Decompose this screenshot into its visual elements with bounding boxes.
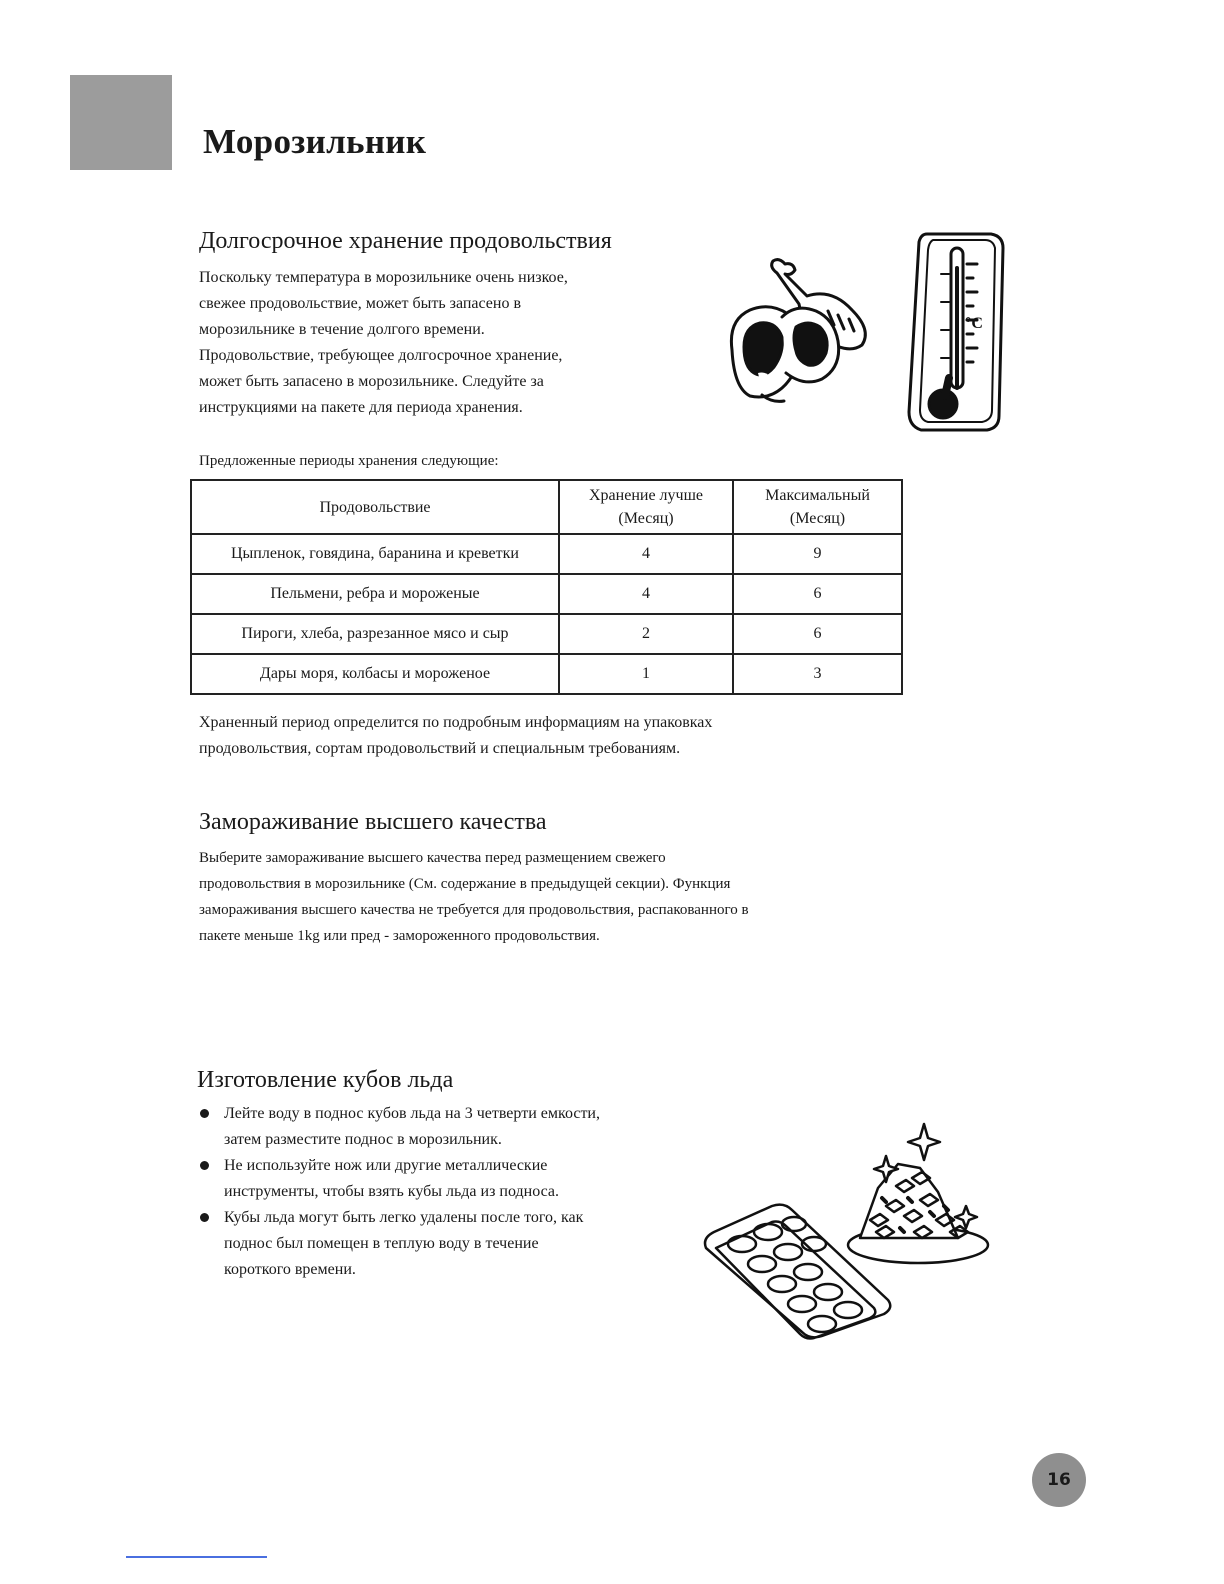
table-row <box>191 614 902 654</box>
cell-max: 9 <box>733 534 902 574</box>
bullet-icon <box>200 1109 209 1118</box>
paragraph-line: инструкциями на пакете для периода хранения. <box>199 399 523 416</box>
paragraph-line: может быть запасено в морозильнике. Следуйте за <box>199 373 544 390</box>
table-intro: Предложенные периоды хранения следующие: <box>199 453 499 469</box>
bullet-line: Кубы льда могут быть легко удалены после того, как <box>224 1209 584 1226</box>
thermometer-unit: °C <box>965 315 983 332</box>
list-item <box>198 1205 600 1283</box>
cell-max: 3 <box>733 654 902 694</box>
cell-food: Пироги, хлеба, разрезанное мясо и сыр <box>191 614 559 654</box>
bottom-rule <box>126 1556 267 1558</box>
storage-note <box>199 710 712 762</box>
long-term-heading: Долгосрочное хранение продовольствия <box>199 228 612 254</box>
cell-max: 6 <box>733 614 902 654</box>
cell-best: 4 <box>559 534 733 574</box>
bullet-icon <box>200 1213 209 1222</box>
paragraph-line: продовольствия в морозильнике (См. содержание в предыдущей секции). Функция <box>199 876 731 892</box>
bullet-icon <box>200 1161 209 1170</box>
ice-heading: Изготовление кубов льда <box>197 1067 454 1093</box>
header-max-line1: Максимальный <box>765 487 870 504</box>
header-max-line2: (Месяц) <box>789 510 846 527</box>
quick-freeze-heading: Замораживание высшего качества <box>199 809 547 835</box>
note-line: продовольствия, сортам продовольствий и специальным требованиям. <box>199 740 681 757</box>
cell-food: Дары моря, колбасы и мороженое <box>191 654 559 694</box>
cell-food: Цыпленок, говядина, баранина и креветки <box>191 534 559 574</box>
table-header-row <box>191 480 902 534</box>
header-best-line2: (Месяц) <box>618 510 674 527</box>
header-best <box>559 480 733 534</box>
page-title: Морозильник <box>203 122 427 161</box>
paragraph-line: свежее продовольствие, может быть запасено в <box>199 295 522 312</box>
thermometer-illustration <box>905 228 1005 436</box>
header-food: Продовольствие <box>191 480 559 534</box>
meat-illustration <box>722 255 892 420</box>
list-item <box>198 1101 600 1153</box>
bullet-line: поднос был помещен в теплую воду в течение <box>224 1235 539 1252</box>
paragraph-line: Выберите замораживание высшего качества перед размещением свежего <box>199 850 666 866</box>
bullet-line: короткого времени. <box>224 1261 356 1278</box>
paragraph-line: Продовольствие, требующее долгосрочное хранение, <box>199 347 563 364</box>
header-best-line1: Хранение лучше <box>589 487 703 504</box>
storage-table <box>190 479 903 695</box>
table-row <box>191 574 902 614</box>
cell-food: Пельмени, ребра и мороженые <box>191 574 559 614</box>
table-row <box>191 654 902 694</box>
section-marker-block <box>70 75 172 170</box>
quick-freeze-paragraph <box>199 845 749 949</box>
paragraph-line: морозильнике в течение долгого времени. <box>199 321 485 338</box>
long-term-paragraph <box>199 265 568 421</box>
table-row <box>191 534 902 574</box>
paragraph-line: пакете меньше 1kg или пред - замороженного продовольствия. <box>199 928 600 944</box>
ice-bullet-list <box>198 1101 600 1283</box>
bullet-line: Лейте воду в поднос кубов льда на 3 четверти емкости, <box>224 1105 600 1122</box>
note-line: Храненный период определится по подробным информациям на упаковках <box>199 714 713 731</box>
header-max <box>733 480 902 534</box>
cell-best: 4 <box>559 574 733 614</box>
bullet-line: Не используйте нож или другие металлические <box>224 1157 548 1174</box>
cell-best: 1 <box>559 654 733 694</box>
cell-best: 2 <box>559 614 733 654</box>
bullet-line: затем разместите поднос в морозильник. <box>224 1131 502 1148</box>
paragraph-line: замораживания высшего качества не требуется для продовольствия, распакованного в <box>199 902 749 918</box>
ice-tray-illustration <box>700 1120 995 1345</box>
page-number-badge: 16 <box>1032 1453 1086 1507</box>
list-item <box>198 1153 600 1205</box>
cell-max: 6 <box>733 574 902 614</box>
bullet-line: инструменты, чтобы взять кубы льда из подноса. <box>224 1183 559 1200</box>
paragraph-line: Поскольку температура в морозильнике очень низкое, <box>199 269 568 286</box>
